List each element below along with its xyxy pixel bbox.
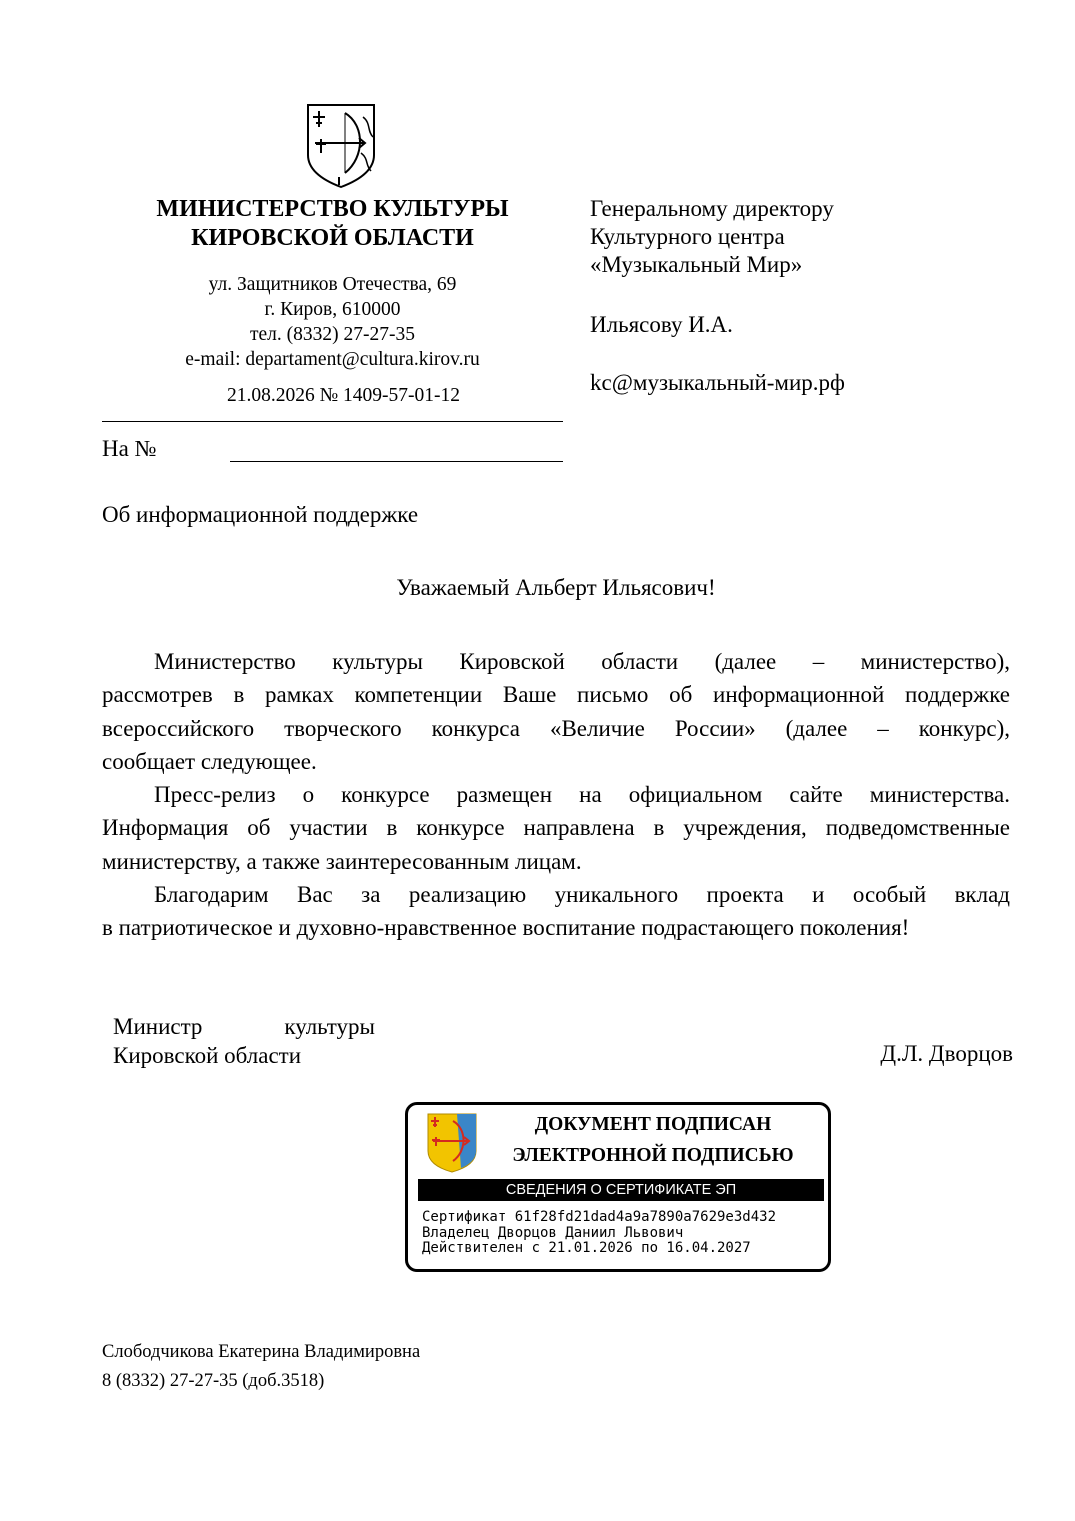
position-word2: культуры: [284, 1014, 375, 1039]
position-line2: Кировской области: [113, 1043, 302, 1068]
certificate-owner: Владелец Дворцов Даниил Львович: [422, 1224, 684, 1241]
reply-to-label: На №: [102, 436, 157, 461]
executor-phone: 8 (8332) 27-27-35 (доб.3518): [102, 1371, 325, 1391]
stamp-certificate-header: СВЕДЕНИЯ О СЕРТИФИКАТЕ ЭП: [418, 1179, 824, 1201]
certificate-number: Сертификат 61f28fd21dad4a9a7890a7629e3d432: [422, 1209, 777, 1225]
body-line: Министерство культуры Кировской области (далее – министерство),: [154, 649, 1010, 674]
reply-to-line: [230, 461, 563, 462]
letter-subject: Об информационной поддержке: [102, 502, 419, 527]
stamp-title-line2: ЭЛЕКТРОННОЙ ПОДПИСЬЮ: [512, 1145, 794, 1166]
ministry-title-line1: МИНИСТЕРСТВО КУЛЬТУРЫ: [156, 196, 509, 222]
ministry-email: e-mail: departament@cultura.kirov.ru: [185, 349, 480, 370]
coat-of-arms-icon: [305, 103, 377, 189]
executor-name: Слободчикова Екатерина Владимировна: [102, 1342, 421, 1362]
address-city: г. Киров, 610000: [264, 299, 401, 320]
body-line: в патриотическое и духовно-нравственное воспитание подрастающего поколения!: [102, 915, 910, 941]
body-line: рассмотрев в рамках компетенции Ваше письмо об информационной поддержке: [102, 682, 1010, 708]
document-date-number: 21.08.2026 № 1409-57-01-12: [226, 385, 461, 406]
ministry-title-line2: КИРОВСКОЙ ОБЛАСТИ: [191, 225, 474, 251]
stamp-certificate-info: [422, 1210, 776, 1257]
body-line: Благодарим Вас за реализацию уникального проекта и особый вклад: [154, 882, 1010, 908]
address-street: ул. Защитников Отечества, 69: [208, 274, 457, 295]
body-line: Пресс-релиз о конкурсе размещен на официальном сайте министерства.: [154, 782, 1010, 808]
header-divider: [102, 421, 563, 422]
stamp-title-line1: ДОКУМЕНТ ПОДПИСАН: [534, 1114, 772, 1135]
recipient-line3: «Музыкальный Мир»: [590, 252, 803, 277]
signatory-position: [113, 1012, 375, 1070]
certificate-validity: Действителен с 21.01.2026 по 16.04.2027: [422, 1240, 751, 1256]
digital-signature-stamp: [405, 1102, 831, 1272]
kirov-emblem-icon: [427, 1113, 477, 1173]
signatory-name: Д.Л. Дворцов: [880, 1041, 1013, 1066]
recipient-email: kc@музыкальный-мир.рф: [590, 370, 845, 395]
letter-greeting: Уважаемый Альберт Ильясович!: [396, 575, 716, 600]
recipient-name: Ильясову И.А.: [590, 312, 733, 337]
ministry-phone: тел. (8332) 27-27-35: [249, 324, 415, 345]
body-line: сообщает следующее.: [102, 748, 317, 774]
body-line: всероссийского творческого конкурса «Величие России» (далее – конкурс),: [102, 715, 1010, 741]
body-line: Информация об участии в конкурсе направлена в учреждения, подведомственные: [102, 815, 1010, 841]
recipient-line2: Культурного центра: [590, 224, 785, 249]
position-word1: Министр: [113, 1014, 203, 1039]
recipient-block: [590, 195, 834, 279]
body-line: министерству, а также заинтересованным лицам.: [102, 848, 582, 874]
recipient-line1: Генеральному директору: [590, 196, 834, 221]
ministry-title: [102, 195, 563, 253]
letter-body: [102, 645, 1010, 945]
